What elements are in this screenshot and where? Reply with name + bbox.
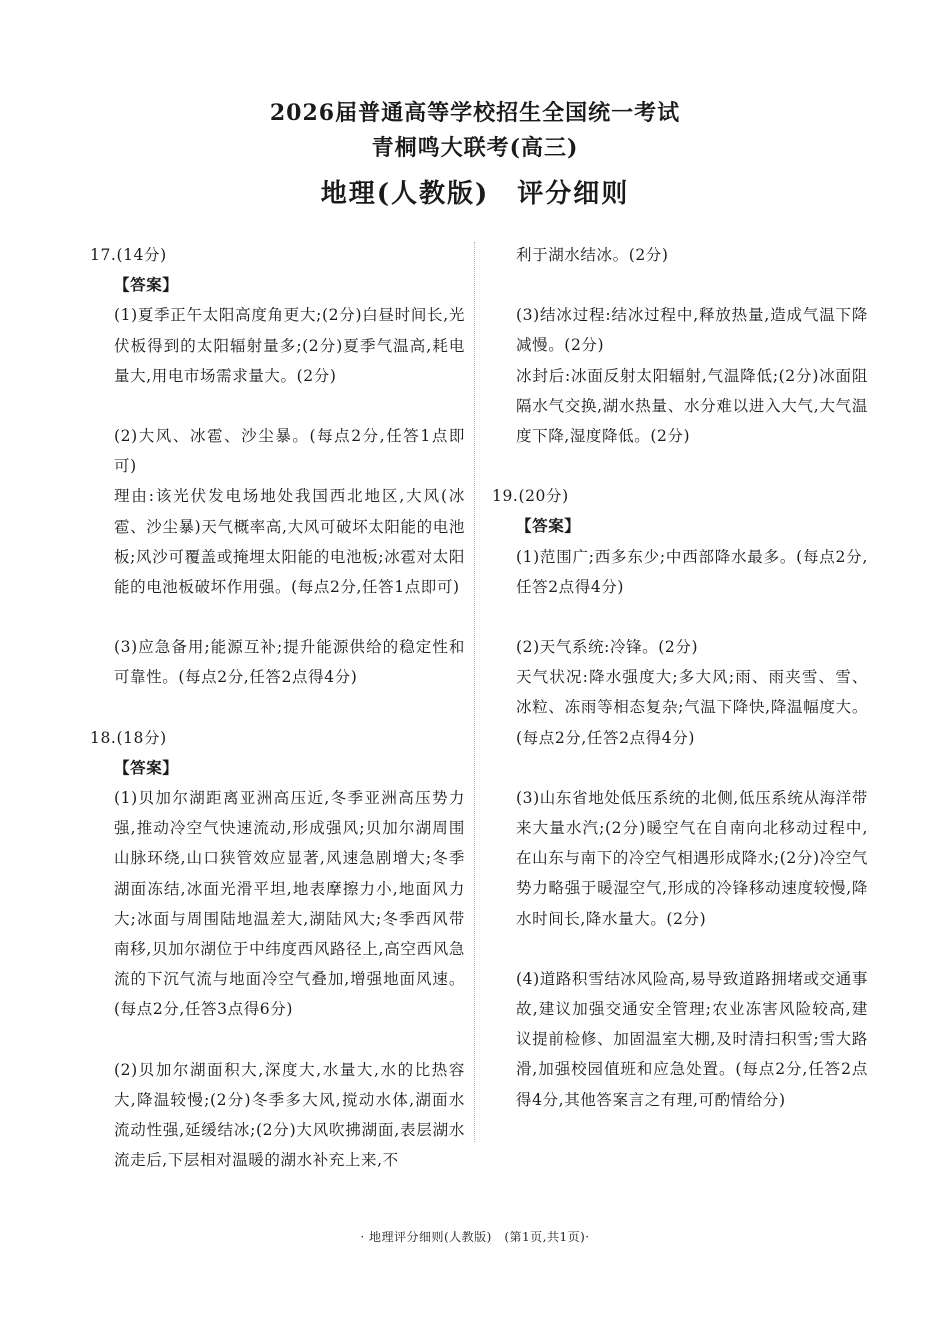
q19-answer-3: (3)山东省地处低压系统的北侧,低压系统从海洋带来大量水汽;(2分)暖空气在自南向北移动过程中,在山东与南下的冷空气相遇形成降水;(2分)冷空气势力略强于暖湿空气,形成的冷锋移动速度较慢,降水时间长,降水量大。(2分) — [516, 788, 868, 928]
exam-subtitle: 青桐鸣大联考(高三) — [371, 135, 579, 161]
page-footer: · 地理评分细则(人教版) (第1页,共1页)· — [360, 1230, 590, 1244]
q18-answer-3b: 冰封后:冰面反射太阳辐射,气温降低;(2分)冰面阻隔水气交换,湖水热量、水分难以进入大气,大气温度下降,湿度降低。(2分) — [516, 366, 868, 446]
q17-answer-1: (1)夏季正午太阳高度角更大;(2分)白昼时间长,光伏板得到的太阳辐射量多;(2分)夏季气温高,耗电量大,用电市场需求量大。(2分) — [114, 306, 465, 385]
question-17-title: 17.(14分) — [90, 246, 167, 264]
right-column — [492, 240, 868, 1145]
q17-answer-3: (3)应急备用;能源互补;提升能源供给的稳定性和可靠性。(每点2分,任答2点得4分) — [114, 638, 465, 687]
q19-answer-1: (1)范围广;西多东少;中西部降水最多。(每点2分,任答2点得4分) — [516, 547, 868, 596]
answer-tag: 【答案】 — [516, 516, 581, 536]
q19-answer-2a: (2)天气系统:冷锋。(2分) — [516, 638, 699, 657]
answer-tag: 【答案】 — [114, 757, 179, 777]
question-19-title: 19.(20分) — [492, 487, 569, 506]
answer-tag: 【答案】 — [114, 275, 179, 295]
column-divider — [474, 242, 475, 1142]
q18-answer-2-continued: 利于湖水结冰。(2分) — [516, 246, 669, 264]
q17-answer-2b: 理由:该光伏发电场地处我国西北地区,大风(冰雹、沙尘暴)天气概率高,大风可破坏太阳能的电池板;风沙可覆盖或掩埋太阳能的电池板;冰雹对太阳能的电池板破坏作用强。(每点2分,任答1点即可) — [114, 487, 465, 597]
question-18-title: 18.(18分) — [90, 728, 167, 747]
page-title: 地理(人教版) 评分细则 — [320, 179, 630, 209]
q19-answer-2b: 天气状况:降水强度大;多大风;雨、雨夹雪、雪、冰粒、冻雨等相态复杂;气温下降快,降温幅度大。(每点2分,任答2点得4分) — [516, 668, 868, 747]
q18-answer-1: (1)贝加尔湖距离亚洲高压近,冬季亚洲高压势力强,推动冷空气快速流动,形成强风;贝加尔湖周围山脉环绕,山口狭管效应显著,风速急剧增大;冬季湖面冻结,冰面光滑平坦,地表摩擦力小,地面风力大;冰面与周围陆地温差大,湖陆风大;冬季西风带南移,贝加尔湖位于中纬度西风路径上,高空西风急流的下沉气流与地面冷空气叠加,增强地面风速。(每点2分,任答3点得6分) — [114, 789, 465, 1019]
q18-answer-3a: (3)结冰过程:结冰过程中,释放热量,造成气温下降减慢。(2分) — [516, 306, 868, 355]
left-column — [90, 240, 465, 1205]
q19-answer-4: (4)道路积雪结冰风险高,易导致道路拥堵或交通事故,建议加强交通安全管理;农业冻害风险较高,建议提前检修、加固温室大棚,及时清扫积雪;雪大路滑,加强校园值班和应急处置。(每点2分,任答2点得4分,其他答案言之有理,可酌情给分) — [516, 969, 868, 1109]
q18-answer-2: (2)贝加尔湖面积大,深度大,水量大,水的比热容大,降温较慢;(2分)冬季多大风,搅动水体,湖面水流动性强,延缓结冰;(2分)大风吹拂湖面,表层湖水流走后,下层相对温暖的湖水补充上来,不 — [114, 1060, 465, 1170]
exam-title: 2026届普通高等学校招生全国统一考试 — [269, 100, 681, 126]
q17-answer-2a: (2)大风、冰雹、沙尘暴。(每点2分,任答1点即可) — [114, 427, 465, 476]
